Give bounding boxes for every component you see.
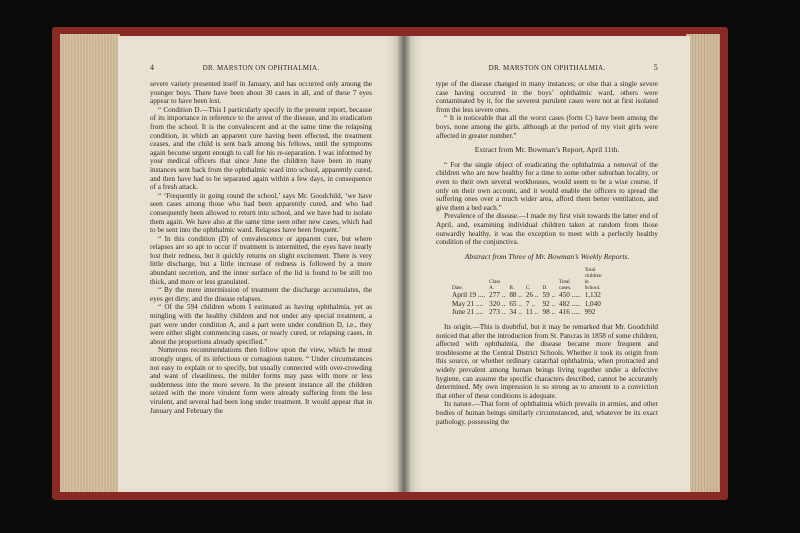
- table-header-cell: Total children in School.: [584, 267, 602, 292]
- table-header-row: [450, 267, 604, 291]
- table-cell: 92 ..: [542, 299, 556, 308]
- left-page-body: [150, 80, 372, 415]
- table-cell: June 21 ....: [452, 308, 484, 317]
- table-cell: 88 ..: [509, 291, 522, 300]
- page-edges-left: [60, 34, 120, 492]
- table-cell: 416 .....: [559, 308, 581, 317]
- table-row: [450, 308, 604, 317]
- table-cell: 7 ..: [525, 299, 535, 308]
- paragraph: “ By the mere intermission of treatment the discharge accumulates, the eyes get dirty, and the disease relapses.: [150, 286, 372, 303]
- table-cell: 1,132: [584, 291, 601, 300]
- paragraph: “ It is noticeable that all the worst cases (form C) have been among the boys, none among the girls, although at the period of my visit girls were affected in greater number.”: [436, 114, 658, 140]
- right-page-body: [436, 80, 658, 426]
- weekly-reports-table: [450, 267, 604, 317]
- table-cell: April 19 ....: [452, 291, 486, 300]
- table-cell: 277 ..: [489, 291, 506, 300]
- paragraph: Its nature.—That form of ophthalmia which prevails in armies, and other bodies of human beings similarly circumstanced, and, whatever be its exact pathology, possessing the: [436, 400, 658, 426]
- table-header-cell: D.: [542, 285, 548, 292]
- left-page: [118, 36, 404, 492]
- page-number: 5: [653, 63, 658, 72]
- table-cell: 992: [584, 308, 596, 317]
- table-header-cell: B.: [509, 285, 515, 292]
- right-page: [404, 36, 690, 492]
- table-cell: 273 ..: [489, 308, 506, 317]
- table-header-cell: Class A.: [489, 279, 501, 292]
- paragraph: “ Of the 594 children whom I estimated as having ophthalmia, yet as mingling with the healthy children and not under any special treatment, a part were under condition A, and a part were under condition D, i.e., they were either slight commencing cases, or nearly cured, or relapsing cases, in about the proportions already specified.”: [150, 303, 372, 346]
- book-gutter: [398, 36, 410, 492]
- paragraph: “ In this condition (D) of convalescence or apparent cure, but where relapses are so apt to occur if treatment is intermitted, the eyes have nearly lost their redness, but it quickly returns on slight excitement. There is very little discharge, but a little increase of redness is followed by a more abundant secretion, and the inner surface of the lid is found to be still too thick, and more or less granulated.: [150, 234, 372, 286]
- left-page-header: [150, 64, 372, 76]
- table-cell: 450 .....: [559, 291, 581, 300]
- page-number: 4: [150, 63, 155, 72]
- table-cell: 98 ..: [542, 308, 556, 317]
- running-head: DR. MARSTON ON OPHTHALMIA.: [488, 64, 606, 72]
- table-cell: 59 ..: [542, 291, 556, 300]
- paragraph: Its origin.—This is doubtful, but it may be remarked that Mr. Goodchild noticed that after the introduction from St. Pancras in 1858 of some children, affected with ophthalmia, the disease became more frequent and troublesome at the Central District Schools. Whether it took its origin from this source, or whether ordinary catarrhal ophthalmia, when protracted and widely prevalent among human beings living together under a defective hygiene, can assume the specific characters described, cannot be accurately determined. My own impression is so strong as to amount to a conviction that either of these conditions is adequate.: [436, 323, 658, 400]
- table-row: [450, 291, 604, 300]
- table-cell: 482 .....: [559, 299, 581, 308]
- table-row: [450, 300, 604, 309]
- table-cell: 34 ..: [509, 308, 522, 317]
- paragraph: Numerous recommendations then follow upon the view, which he most strongly urges, of its infectious or contagious nature. “ Under circumstances not easy to explain or to specify, but usually connected with over-crowding and want of cleanliness, the milder forms may pass with more or less suddenness into the more severe. In the present instance all the children seized with the more virulent form were already suffering from the less virulent, and several had been long under treatment. It would appear that in January and February the: [150, 346, 372, 415]
- right-page-header: [436, 64, 658, 76]
- table-cell: 11 ..: [525, 308, 539, 317]
- table-cell: 65 ..: [509, 299, 522, 308]
- page-edges-right: [686, 34, 720, 492]
- table-header-cell: C.: [525, 285, 531, 292]
- paragraph: type of the disease changed in many instances; or else that a single severe case having occurred in the boys’ ophthalmic ward, others were contaminated by it, for the severest purulent cases were not at first isolated from the less severe ones.: [436, 80, 658, 114]
- running-head: DR. MARSTON ON OPHTHALMIA.: [202, 64, 320, 72]
- table-cell: 320 ..: [489, 299, 506, 308]
- table-cell: 26 ..: [525, 291, 539, 300]
- paragraph: “ Condition D.—This I particularly specify in the present report, because of its importance in reference to the arrest of the disease, and its eradication from the school. It is the convalescent and at the same time the relapsing condition, in which an apparent cure having been effected, the treatment ceases, and the child is sent back among his fellows, until the symptoms again become urgent enough to call for his re-separation. I was informed by your medical officers that since June the children have been in many instances sent back from the ophthalmic ward into school, apparently cured, and then have had to be separated again within a few days, in consequence of a fresh attack.: [150, 105, 372, 192]
- table-header-cell: Date.: [452, 285, 464, 292]
- paragraph: Prevalence of the disease.—I made my first visit towards the latter end of April, and, examining individual children taken at random from those outwardly healthy, it was the exception to meet with a perfectly healthy condition of the conjunctiva.: [436, 212, 658, 247]
- table-cell: 1,040: [584, 299, 601, 308]
- extract-heading: Extract from Mr. Bowman’s Report, April 11th.: [474, 145, 620, 155]
- paragraph: “ ‘Frequently in going round the school,’ says Mr. Goodchild, ‘we have seen cases among those who had been apparently cured, and who had consequently been allowed to return into school, and we have had to isolate them again. We have also at the same time seen other new cases, which had to be sent into the ophthalmic ward. Relapses have been frequent.’: [150, 191, 372, 235]
- table-cell: May 21 ....: [452, 299, 484, 308]
- paragraph: severe variety presented itself in January, and has occurred only among the younger boys. There have been about 30 cases in all, and of these 7 eyes appear to have been lost.: [150, 80, 372, 106]
- table-header-cell: Total cases.: [559, 279, 572, 292]
- paragraph: “ For the single object of eradicating the ophthalmia a removal of the children who are now healthy for a time to some other suburban locality, or even to their own several workhouses, would seem to be a wise course, if only on their own account, and it would enable the officers to spread the suffering ones over a much wider area, afford them better ventilation, and give them a bed each.”: [436, 160, 658, 212]
- abstract-heading: Abstract from Three of Mr. Bowman’s Weekly Reports.: [464, 251, 630, 261]
